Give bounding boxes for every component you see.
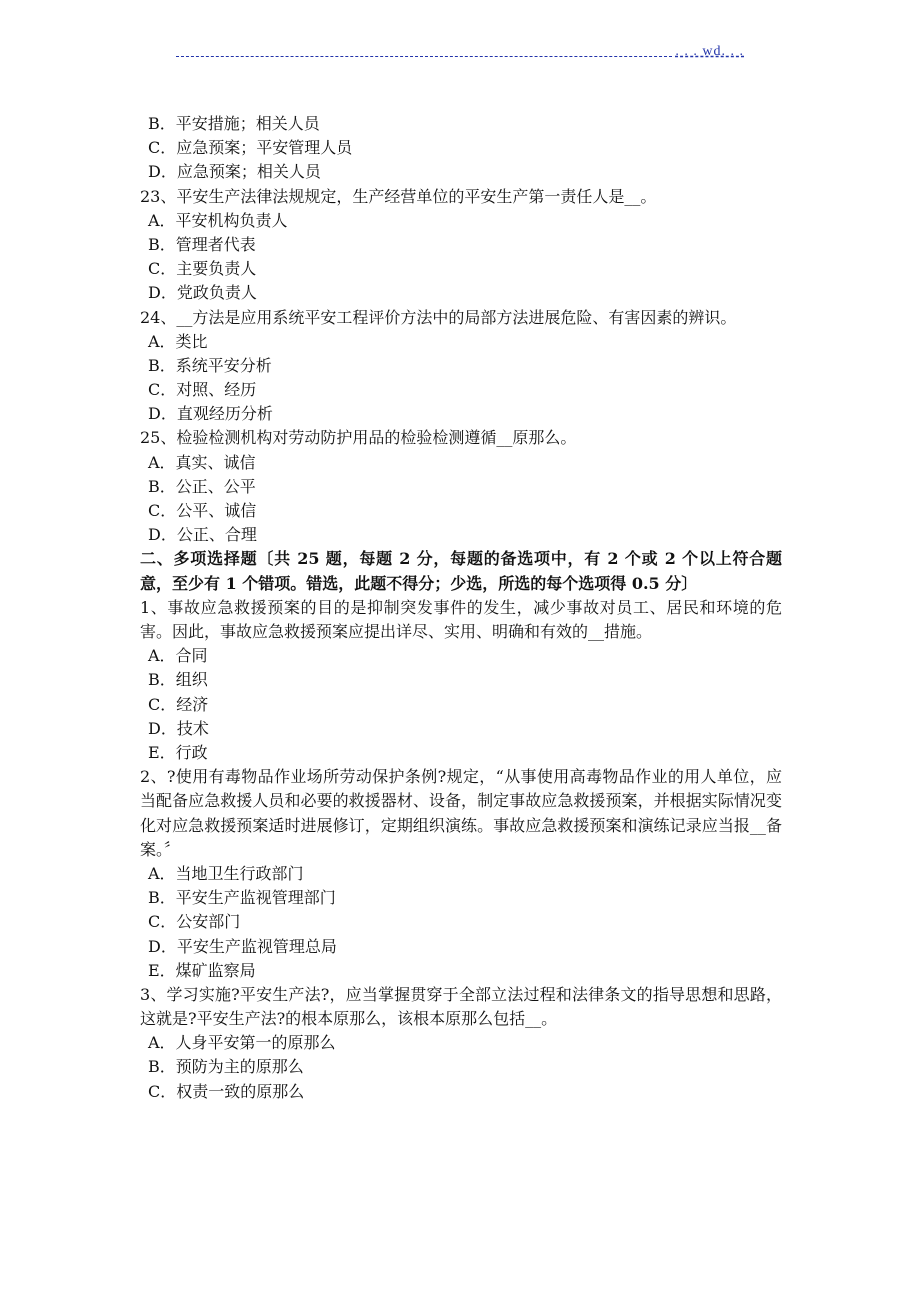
section-heading-multiple-choice: 二、多项选择题〔共 25 题，每题 2 分，每题的备选项中，有 2 个或 2 个以上符合题意，至少有 1 个错项。错选，此题不得分；少选，所选的每个选项得 0.5 分〕 xyxy=(140,549,782,593)
option-line: D．公正、合理 xyxy=(148,525,257,545)
question-25: 25、检验检测机构对劳动防护用品的检验检测遵循__原那么。 xyxy=(140,428,577,448)
option-line: A．当地卫生行政部门 xyxy=(148,863,304,883)
option-line: C．应急预案；平安管理人员 xyxy=(148,138,353,158)
option-line: A．人身平安第一的原那么 xyxy=(148,1033,336,1053)
option-line: E．煤矿监察局 xyxy=(148,960,256,980)
option-line: E．行政 xyxy=(148,742,208,762)
option-line: C．经济 xyxy=(148,694,209,714)
option-line: D．技术 xyxy=(148,718,209,738)
option-line: A．平安机构负责人 xyxy=(148,210,288,230)
question-23: 23、平安生产法律法规规定，生产经营单位的平安生产第一责任人是__。 xyxy=(140,186,657,206)
option-line: A．真实、诚信 xyxy=(148,452,256,472)
option-line: D．直观经历分析 xyxy=(148,404,273,424)
option-line: C．公平、诚信 xyxy=(148,501,257,521)
option-line: B．系统平安分析 xyxy=(148,355,272,375)
option-line: B．公正、公平 xyxy=(148,476,256,496)
question-2: 2、?使用有毒物品作业场所劳动保护条例?规定，“从事使用高毒物品作业的用人单位，应当配备应急救援人员和必要的救援器材、设备，制定事故应急救援预案，并根据实际情况变化对应急救援预案适时进展修订，定期组织演练。事故应急救援预案和演练记录应当报__备案。〞 xyxy=(140,767,782,859)
option-line: C．权责一致的原那么 xyxy=(148,1081,305,1101)
option-line: B．平安生产监视管理部门 xyxy=(148,888,336,908)
option-line: D．平安生产监视管理总局 xyxy=(148,936,337,956)
document-body xyxy=(140,112,782,1104)
question-24: 24、__方法是应用系统平安工程评价方法中的局部方法进展危险、有害因素的辨识。 xyxy=(140,307,737,327)
option-line: B．管理者代表 xyxy=(148,234,256,254)
option-line: B．组织 xyxy=(148,670,208,690)
option-line: C．公安部门 xyxy=(148,912,241,932)
question-3: 3、学习实施?平安生产法?，应当掌握贯穿于全部立法过程和法律条文的指导思想和思路，这就是?平安生产法?的根本原那么，该根本原那么包括__。 xyxy=(140,984,782,1029)
option-line: C．主要负责人 xyxy=(148,259,257,279)
option-line: D．党政负责人 xyxy=(148,283,257,303)
option-line: A．合同 xyxy=(148,646,208,666)
option-line: D．应急预案；相关人员 xyxy=(148,162,321,182)
option-line: A．类比 xyxy=(148,331,208,351)
page-header xyxy=(176,44,744,64)
option-line: B．预防为主的原那么 xyxy=(148,1057,304,1077)
header-dashed-rule xyxy=(176,56,672,57)
option-line: C．对照、经历 xyxy=(148,380,257,400)
option-line: B．平安措施；相关人员 xyxy=(148,114,320,133)
header-mark: . . . wd. . . xyxy=(675,44,744,59)
question-1: 1、事故应急救援预案的目的是抑制突发事件的发生，减少事故对员工、居民和环境的危害。因此，事故应急救援预案应提出详尽、实用、明确和有效的__措施。 xyxy=(140,597,782,641)
